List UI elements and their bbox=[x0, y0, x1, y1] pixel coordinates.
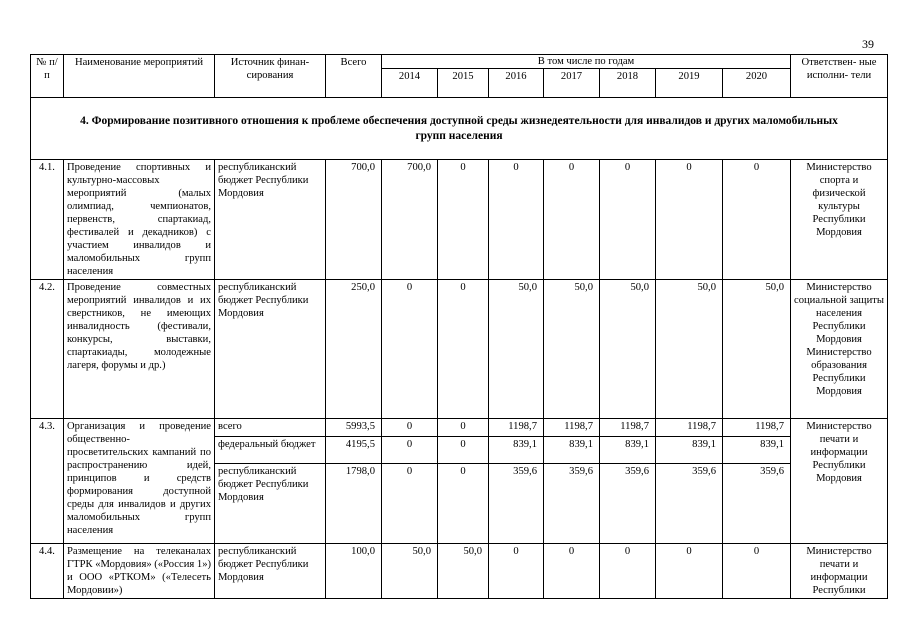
row-name: Размещение на телеканалах ГТРК «Мордовия» («Россия 1») и ООО «РТКОМ» («Телесеть Мордовии») bbox=[64, 544, 215, 599]
row-year-value: 359,6 bbox=[723, 464, 791, 544]
row-year-value: 50,0 bbox=[382, 544, 438, 599]
row-year-value: 839,1 bbox=[656, 437, 723, 464]
row-year-value: 0 bbox=[382, 464, 438, 544]
row-year-value: 0 bbox=[438, 160, 489, 280]
row-source: республиканский бюджет Республики Мордовия bbox=[215, 464, 326, 544]
row-year-value: 1198,7 bbox=[489, 419, 544, 437]
header-name: Наименование мероприятий bbox=[64, 55, 215, 98]
row-year-value: 839,1 bbox=[544, 437, 600, 464]
row-responsible: Министерство печати и информации Республики bbox=[791, 544, 888, 599]
row-year-value: 0 bbox=[489, 544, 544, 599]
row-year-value: 50,0 bbox=[544, 280, 600, 419]
row-total: 4195,5 bbox=[326, 437, 382, 464]
row-total: 250,0 bbox=[326, 280, 382, 419]
row-year-value: 0 bbox=[382, 419, 438, 437]
row-year-value: 0 bbox=[723, 160, 791, 280]
row-year-value: 0 bbox=[438, 280, 489, 419]
header-year: 2015 bbox=[438, 69, 489, 98]
header-years: В том числе по годам bbox=[382, 55, 791, 69]
row-year-value: 359,6 bbox=[544, 464, 600, 544]
table-row bbox=[31, 419, 888, 437]
header-year: 2016 bbox=[489, 69, 544, 98]
table-row bbox=[31, 160, 888, 280]
table-row bbox=[31, 280, 888, 419]
header-year: 2014 bbox=[382, 69, 438, 98]
table-row bbox=[31, 544, 888, 599]
row-name: Проведение спортивных и культурно-массовых мероприятий (малых олимпиад, чемпионатов, первенств, спартакиад, фестивалей и декадников) с участием инвалидов и маломобильных групп населения bbox=[64, 160, 215, 280]
program-table bbox=[30, 54, 888, 599]
page-number: 39 bbox=[862, 37, 874, 51]
header-no: № п/п bbox=[31, 55, 64, 98]
row-year-value: 0 bbox=[438, 419, 489, 437]
row-year-value: 1198,7 bbox=[600, 419, 656, 437]
row-number: 4.3. bbox=[31, 419, 64, 544]
row-year-value: 50,0 bbox=[489, 280, 544, 419]
header-year: 2019 bbox=[656, 69, 723, 98]
row-number: 4.4. bbox=[31, 544, 64, 599]
row-year-value: 0 bbox=[438, 464, 489, 544]
row-year-value: 50,0 bbox=[600, 280, 656, 419]
row-source: республиканский бюджет Республики Мордовия bbox=[215, 280, 326, 419]
row-year-value: 0 bbox=[438, 437, 489, 464]
row-year-value: 0 bbox=[723, 544, 791, 599]
row-total: 700,0 bbox=[326, 160, 382, 280]
row-name: Организация и проведение общественно-просветительских кампаний по распространению идей, принципов и средств формирования доступной среды для инвалидов и других маломобильных групп населения bbox=[64, 419, 215, 544]
row-total: 1798,0 bbox=[326, 464, 382, 544]
row-year-value: 50,0 bbox=[723, 280, 791, 419]
row-year-value: 839,1 bbox=[723, 437, 791, 464]
row-total: 5993,5 bbox=[326, 419, 382, 437]
row-year-value: 1198,7 bbox=[723, 419, 791, 437]
header-source: Источник финан- сирования bbox=[215, 55, 326, 98]
section-row bbox=[31, 98, 888, 160]
row-year-value: 839,1 bbox=[489, 437, 544, 464]
header-responsible: Ответствен- ные исполни- тели bbox=[791, 55, 888, 98]
row-year-value: 359,6 bbox=[600, 464, 656, 544]
header-total: Всего bbox=[326, 55, 382, 98]
section-title: 4. Формирование позитивного отношения к проблеме обеспечения доступной среды жизнедеятельности для инвалидов и других маломобильных групп населения bbox=[31, 98, 888, 160]
row-year-value: 0 bbox=[656, 160, 723, 280]
row-total: 100,0 bbox=[326, 544, 382, 599]
row-year-value: 0 bbox=[656, 544, 723, 599]
row-year-value: 0 bbox=[489, 160, 544, 280]
row-year-value: 0 bbox=[544, 160, 600, 280]
row-year-value: 359,6 bbox=[656, 464, 723, 544]
header-year: 2017 bbox=[544, 69, 600, 98]
row-year-value: 700,0 bbox=[382, 160, 438, 280]
row-year-value: 50,0 bbox=[656, 280, 723, 419]
row-year-value: 359,6 bbox=[489, 464, 544, 544]
row-year-value: 0 bbox=[382, 280, 438, 419]
row-year-value: 0 bbox=[600, 160, 656, 280]
row-number: 4.2. bbox=[31, 280, 64, 419]
row-year-value: 1198,7 bbox=[544, 419, 600, 437]
row-year-value: 0 bbox=[382, 437, 438, 464]
row-responsible: Министерство спорта и физической культуры Республики Мордовия bbox=[791, 160, 888, 280]
row-year-value: 0 bbox=[544, 544, 600, 599]
row-number: 4.1. bbox=[31, 160, 64, 280]
row-responsible: Министерство печати и информации Республики Мордовия bbox=[791, 419, 888, 544]
row-year-value: 0 bbox=[600, 544, 656, 599]
row-year-value: 1198,7 bbox=[656, 419, 723, 437]
row-year-value: 839,1 bbox=[600, 437, 656, 464]
header-year: 2020 bbox=[723, 69, 791, 98]
row-source: республиканский бюджет Республики Мордовия bbox=[215, 160, 326, 280]
header-row bbox=[31, 55, 888, 69]
row-source: федеральный бюджет bbox=[215, 437, 326, 464]
header-year: 2018 bbox=[600, 69, 656, 98]
row-name: Проведение совместных мероприятий инвалидов и их сверстников, не имеющих инвалидность (фестивали, конкурсы, выставки, спартакиады, молодежные лагеря, форумы и др.) bbox=[64, 280, 215, 419]
row-source: республиканский бюджет Республики Мордовия bbox=[215, 544, 326, 599]
row-responsible: Министерство социальной защиты населения Республики Мордовия Министерство образования Республики Мордовия bbox=[791, 280, 888, 419]
row-year-value: 50,0 bbox=[438, 544, 489, 599]
row-source: всего bbox=[215, 419, 326, 437]
